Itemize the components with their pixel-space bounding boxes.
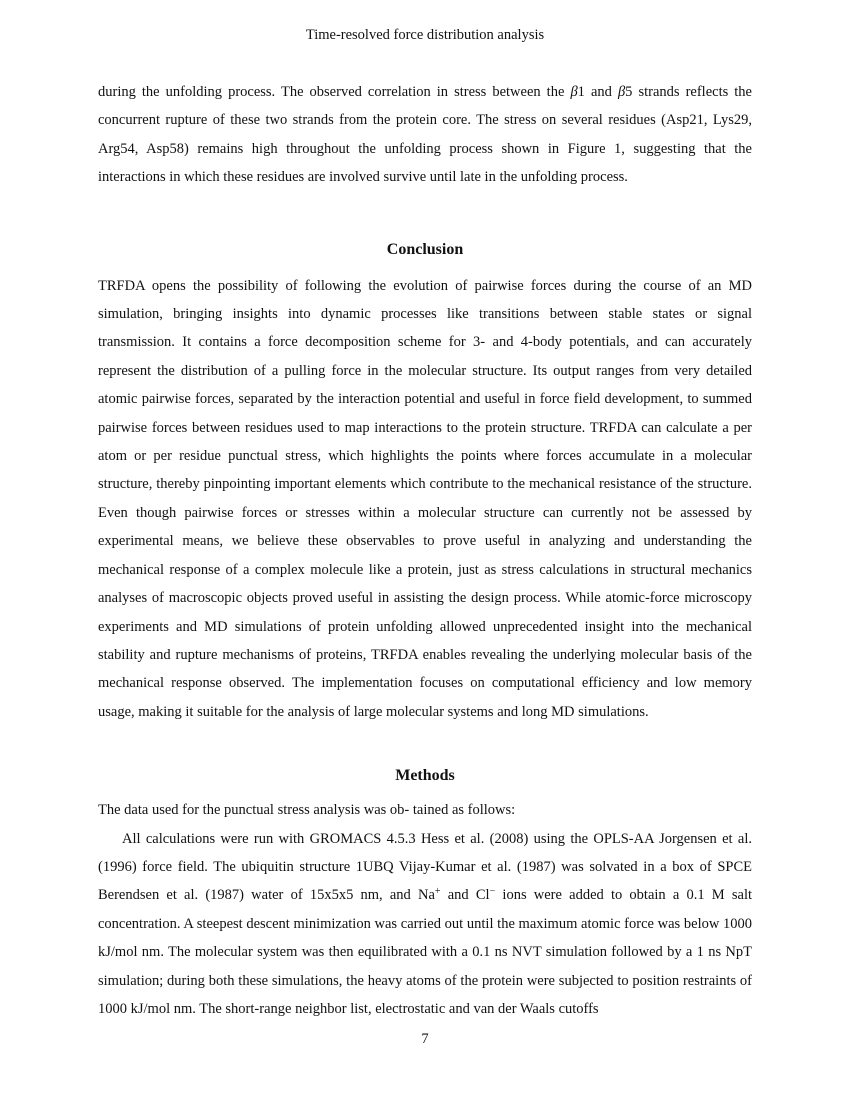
page-body [98,78,752,1023]
methods-paragraph [98,825,752,1024]
beta-symbol-5: β [617,84,626,100]
methods-lead-paragraph: The data used for the punctual stress analysis was ob- tained as follows: [98,802,516,819]
sodium-charge: + [434,886,441,898]
methods-text-c: ions were added to obtain a 0.1 M salt concentration. A steepest descent minimization was carried out until the maximum atomic force was below 1000 kJ/mol nm. The molecular system was then equilibrated with a 0.1 ns NVT simulation followed by a 1 ns NpT simulation; during both these simulations, the heavy atoms of the protein were subjected to position restraints of 1000 kJ/mol nm. The short-range neighbor list, electrostatic and van der Waals cutoffs [98,887,753,1017]
methods-text-b: and Cl [440,887,490,904]
intro-text-a: during the unfolding process. The observed correlation in stress between the [98,84,571,100]
methods-text-a: All calculations were run with GROMACS 4.5.3 Hess et al. (2008) using the OPLS-AA Jorgensen et al. (1996) force field. The ubiquitin structure 1UBQ Vijay-Kumar et al. (1987) was solvated in a box of SPCE Berendsen et al. (1987) water of 15x5x5 nm, and Na [98,830,752,904]
intro-text-c: strands reflects the concurrent rupture of these two strands from the protein core. The stress on several residues (Asp21, Lys29, Arg54, Asp58) remains high throughout the unfolding process shown in Figure 1, suggesting that the interactions in which these residues are involved survive until late in the unfolding process. [98,84,752,186]
intro-text-b: and [584,84,618,100]
strand-number-1: 1 [577,84,585,100]
intro-paragraph [98,78,752,192]
running-header: Time-resolved force distribution analysis [305,27,545,43]
page-number: 7 [421,1031,429,1047]
methods-heading: Methods [395,767,455,785]
chloride-charge: − [489,886,496,898]
beta-symbol-1: β [570,84,578,100]
conclusion-heading: Conclusion [386,240,464,258]
conclusion-paragraph: TRFDA opens the possibility of following the evolution of pairwise forces during the course of an MD simulation, bringing insights into dynamic processes like transitions between stable states or signal transmission. It contains a force decomposition scheme for 3- and 4-body potentials, and can accurately represent the distribution of a pulling force in the molecular structure. Its output ranges from very detailed atomic pairwise forces, separated by the interaction potential and useful in force field development, to summed pairwise forces between residues used to map interactions to the protein structure. TRFDA can calculate a per atom or per residue punctual stress, which highlights the points where forces accumulate in a molecular structure, thereby pinpointing important elements which contribute to the mechanical resistance of the structure. Even though pairwise forces or stresses within a molecular structure can currently not be assessed by experimental means, we believe these observables to prove useful in analyzing and understanding the mechanical response of a complex molecule like a protein, just as stress calculations in structural mechanics analyses of macroscopic objects proved useful in assisting the design process. While atomic-force microscopy experiments and MD simulations of protein unfolding allowed unprecedented insight into the mechanical stability and rupture mechanisms of proteins, TRFDA enables revealing the underlying molecular basis of the mechanical response observed. The implementation focuses on computational efficiency and low memory usage, making it suitable for the analysis of large molecular systems and long MD simulations. [98,277,752,720]
strand-number-5: 5 [625,84,633,100]
